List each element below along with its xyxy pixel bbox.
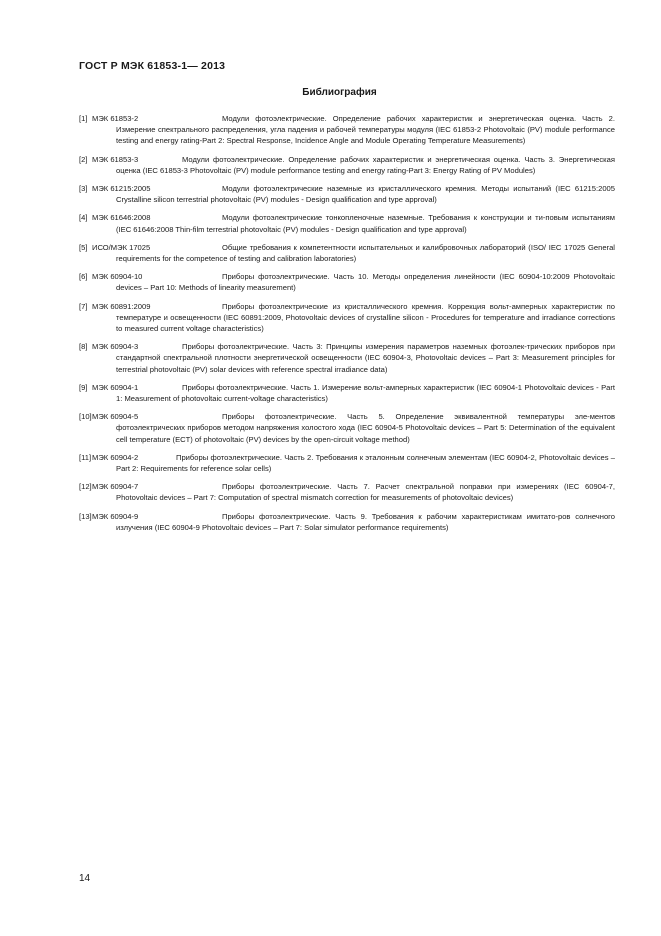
reference-number: [12]	[79, 482, 92, 492]
reference-code: МЭК 60904-2	[92, 452, 139, 462]
reference-code: МЭК 60904-9	[92, 511, 139, 521]
reference-code: МЭК 61853-3	[92, 154, 139, 164]
reference-text: Приборы фотоэлектрические. Часть 10. Методы определения линейности (IEC 60904-10:2009 Photovoltaic devices – Part 10: Methods of linearity measurement)	[116, 272, 615, 293]
reference-item	[79, 271, 615, 293]
reference-text: Модули фотоэлектрические тонкопленочные наземные. Требования к конструкции и ти-повым испытаниям (IEC 61646:2008 Thin-film terrestrial photovoltaic (PV) modules - Design qualification and type approval)	[116, 213, 615, 234]
reference-number: [11]	[79, 452, 92, 462]
reference-text: Модули фотоэлектрические. Определение рабочих характеристик и энергетическая оценка. Часть 2. Измерение спектрального распределения, угла падения и рабочей температуры модуля (IEC 61853-2 Photovoltaic (PV) module performance testing and energy rating-Part 2: Spectral Response, Incidence Angle and Module Operating Temperature Measurements)	[116, 114, 615, 146]
reference-text: Приборы фотоэлектрические. Часть 5. Определение эквивалентной температуры эле-ментов фотоэлектрических приборов методом напряжения холостого хода (IEC 60904-5 Photovoltaic devices – Part 5: Determination of the equivalent cell temperature (ECT) of photovoltaic (PV) devices by the open-circuit voltage method)	[116, 412, 615, 444]
reference-number: [9]	[79, 382, 88, 392]
reference-text: Общие требования к компетентности испытательных и калибровочных лабораторий (ISO/ IEC 17025 General requirements for the competence of testing and calibration laboratories)	[116, 242, 615, 264]
reference-item	[79, 183, 615, 205]
reference-number: [2]	[79, 154, 88, 164]
reference-number: [6]	[79, 272, 88, 282]
reference-item	[79, 411, 615, 445]
reference-number: [1]	[79, 114, 88, 123]
reference-number: [7]	[79, 301, 88, 311]
reference-item	[79, 511, 615, 533]
reference-code: МЭК 61215:2005	[92, 184, 151, 194]
reference-number: [10]	[79, 412, 92, 422]
reference-text: Приборы фотоэлектрические. Часть 1. Измерение вольт-амперных характеристик (IEC 60904-1 Photovoltaic devices - Part 1: Measurement of photovoltaic current-voltage characteristics)	[116, 382, 615, 404]
page-title: Библиография	[302, 87, 377, 98]
reference-code: МЭК 60904-3	[92, 342, 139, 352]
reference-code: МЭК 60904-1	[92, 382, 139, 392]
reference-code: МЭК 60904-5	[92, 412, 139, 422]
reference-item	[79, 301, 615, 335]
reference-code: МЭК 61853-2	[92, 114, 139, 123]
reference-item	[79, 452, 615, 474]
reference-item	[79, 113, 615, 147]
reference-item	[79, 212, 615, 234]
reference-item	[79, 154, 615, 176]
reference-text: Приборы фотоэлектрические. Часть 7. Расчет спектральной поправки при измерениях (IEC 60904-7, Photovoltaic devices – Part 7: Computation of spectral mismatch correction for measurements of photovoltaic devices)	[116, 482, 615, 503]
page-header-standard: ГОСТ Р МЭК 61853-1— 2013	[79, 60, 226, 72]
reference-code: МЭК 61646:2008	[92, 213, 151, 223]
reference-item	[79, 481, 615, 503]
reference-text: Приборы фотоэлектрические. Часть 9. Требования к рабочим характеристикам имитато-ров солнечного излучения (IEC 60904-9 Photovoltaic devices – Part 7: Solar simulator performance requirements)	[116, 511, 615, 532]
reference-number: [13]	[79, 511, 92, 521]
reference-number: [8]	[79, 342, 88, 352]
reference-code: МЭК 60904-10	[92, 272, 143, 282]
reference-number: [5]	[79, 242, 88, 252]
reference-number: [3]	[79, 184, 88, 194]
reference-item	[79, 341, 615, 375]
reference-text: Приборы фотоэлектрические из кристаллического кремния. Коррекция вольт-амперных характеристик по температуре и освещенности (IEC 60891:2009, Photovoltaic devices of crystalline silicon - Procedures for temperature and irradiance corrections to measured current voltage characteristics)	[116, 301, 615, 334]
reference-text: Приборы фотоэлектрические. Часть 3: Принципы измерения параметров наземных фотоэлек-трических приборов при стандартной спектральной плотности энергетической освещенности (IEC 60904-3, Photovoltaic devices – Part 3: Measurement principles for terrestrial photovoltaic (PV) solar devices with reference spectral irradiance data)	[116, 342, 615, 374]
reference-text: Приборы фотоэлектрические. Часть 2. Требования к эталонным солнечным элементам (IEC 60904-2, Photovoltaic devices – Part 2: Requirements for reference solar cells)	[116, 452, 615, 474]
reference-number: [4]	[79, 213, 88, 223]
reference-code: ИСО/МЭК 17025	[92, 242, 151, 252]
reference-item	[79, 382, 615, 404]
reference-text: Модули фотоэлектрические. Определение рабочих характеристик и энергетическая оценка. Часть 3. Энергетическая оценка (IEC 61853-3 Photovoltaic (PV) module performance testing and energy rating-Part 3: Energy Rating of PV Modules)	[116, 154, 615, 175]
reference-code: МЭК 60904-7	[92, 482, 139, 492]
reference-text: Модули фотоэлектрические наземные из кристаллического кремния. Методы испытаний (IEC 61215:2005 Crystalline silicon terrestrial photovoltaic (PV) modules - Design qualification and type approval)	[116, 184, 615, 205]
page-number: 14	[79, 873, 91, 884]
bibliography-list	[79, 113, 615, 540]
reference-code: МЭК 60891:2009	[92, 301, 151, 311]
reference-item	[79, 242, 615, 264]
